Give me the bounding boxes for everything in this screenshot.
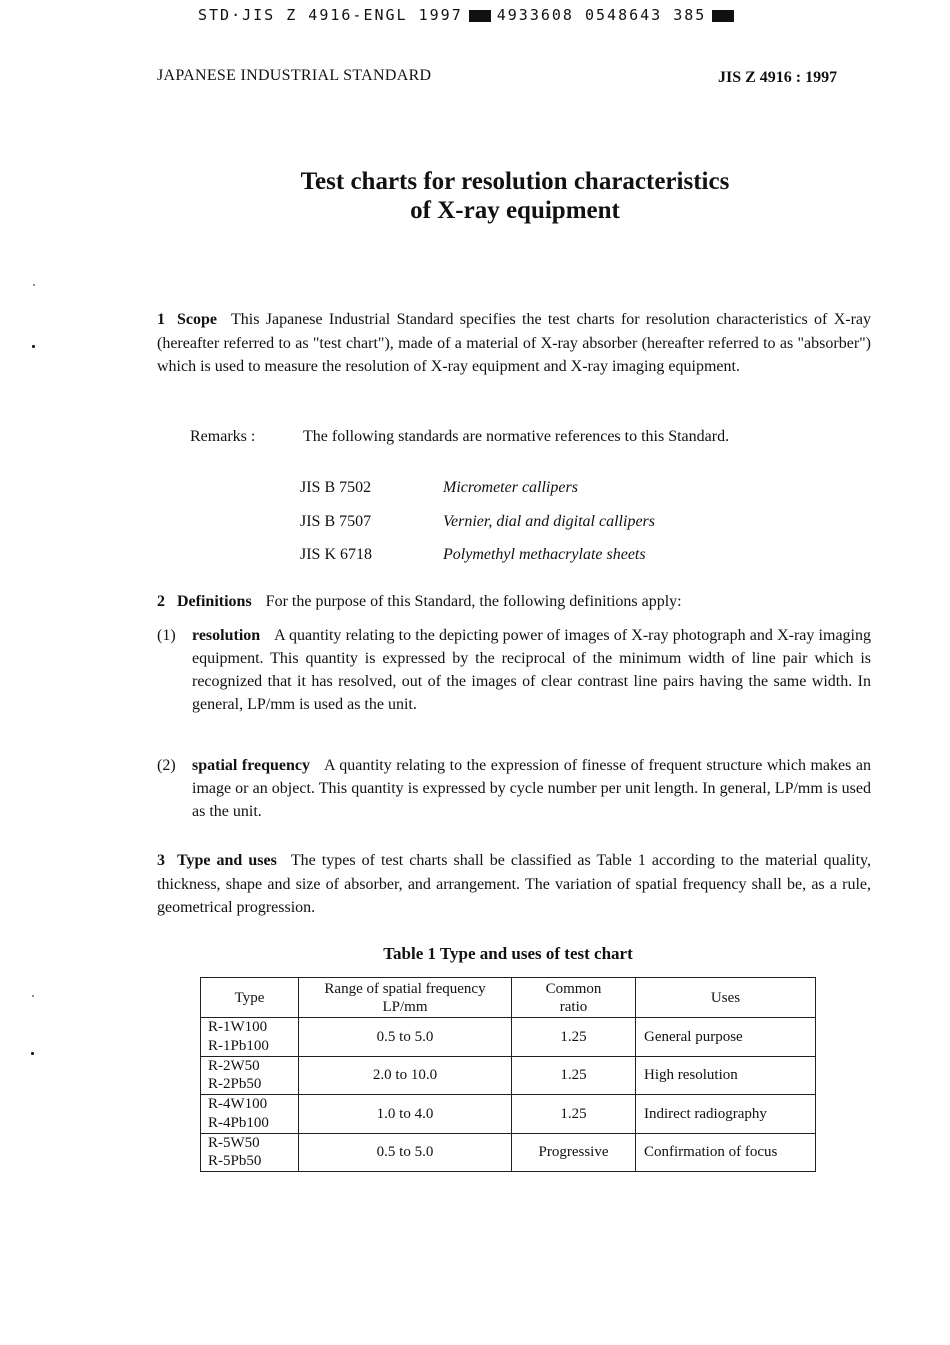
scan-speck — [32, 345, 35, 348]
scan-speck — [33, 284, 35, 286]
cell-range: 2.0 to 10.0 — [299, 1056, 512, 1095]
reference-title: Polymethyl methacrylate sheets — [443, 546, 646, 563]
section-text: For the purpose of this Standard, the following definitions apply: — [265, 593, 682, 610]
cell-range: 1.0 to 4.0 — [299, 1095, 512, 1134]
type-code: R-2Pb50 — [208, 1076, 262, 1093]
cell-type — [201, 1133, 299, 1172]
header-ratio — [512, 978, 636, 1018]
definition-term: resolution — [192, 627, 261, 644]
type-code: R-4W100 — [208, 1096, 268, 1113]
cell-uses: Confirmation of focus — [636, 1133, 816, 1172]
remarks-label: Remarks : — [190, 428, 256, 445]
type-code: R-5W50 — [208, 1134, 260, 1151]
document-title — [200, 167, 830, 225]
reference-item — [300, 543, 655, 577]
type-code: R-1W100 — [208, 1019, 268, 1036]
type-code: R-1Pb100 — [208, 1037, 269, 1054]
definition-term: spatial frequency — [192, 757, 311, 774]
definition-number: (1) — [157, 627, 176, 644]
cell-ratio: 1.25 — [512, 1056, 636, 1095]
reference-item — [300, 476, 655, 510]
definition-item — [157, 624, 871, 716]
reference-list — [300, 476, 655, 577]
scan-speck — [32, 995, 34, 997]
test-chart-table — [200, 977, 816, 1172]
section-heading: Type and uses — [177, 852, 277, 869]
section-number: 3 — [157, 852, 165, 869]
header-standard-number: JIS Z 4916 : 1997 — [718, 69, 838, 86]
remarks — [190, 428, 729, 446]
header-ratio-line2: ratio — [559, 998, 588, 1015]
cell-range: 0.5 to 5.0 — [299, 1018, 512, 1057]
title-line-2: of X-ray equipment — [410, 197, 620, 224]
cell-range: 0.5 to 5.0 — [299, 1133, 512, 1172]
cell-uses: General purpose — [636, 1018, 816, 1057]
stamp-block-mark — [469, 10, 491, 22]
definition-number: (2) — [157, 757, 176, 774]
type-code: R-4Pb100 — [208, 1114, 269, 1131]
section-number: 2 — [157, 593, 165, 610]
cell-uses: Indirect radiography — [636, 1095, 816, 1134]
section-heading: Definitions — [177, 593, 252, 610]
remarks-text: The following standards are normative references to this Standard. — [303, 428, 730, 445]
cell-ratio: 1.25 — [512, 1095, 636, 1134]
cell-ratio: 1.25 — [512, 1018, 636, 1057]
header-type: Type — [201, 978, 299, 1018]
cell-type — [201, 1056, 299, 1095]
type-code: R-2W50 — [208, 1057, 260, 1074]
section-text: The types of test charts shall be classified as Table 1 according to the material quality, thickness, shape and size of absorber, and arrangement. The variation of spatial frequency shall be, as a rule, geometrical progression. — [157, 852, 871, 916]
section-scope — [157, 308, 871, 379]
reference-item — [300, 510, 655, 544]
reference-code: JIS B 7507 — [300, 512, 372, 530]
cell-type — [201, 1095, 299, 1134]
stamp-block-mark — [712, 10, 734, 22]
table-row — [201, 1133, 816, 1172]
reference-title: Vernier, dial and digital callipers — [443, 512, 655, 530]
section-type-and-uses — [157, 849, 871, 920]
definition-text: A quantity relating to the depicting power of images of X-ray photograph and X-ray imaging equipment. This quantity is expressed by the reciprocal of the minimum width of line pair which is recognized that it has resolved, out of the images of clear contrast line pairs having the same width. In general, LP/mm is used as the unit. — [192, 627, 871, 713]
definition-text: A quantity relating to the expression of finesse of frequent structure which makes an image or an object. This quantity is expressed by cycle number per unit length. In general, LP/mm is used as the unit. — [192, 757, 872, 820]
scan-speck — [31, 1052, 34, 1055]
header-standard-label: JAPANESE INDUSTRIAL STANDARD — [157, 67, 432, 84]
table-caption: Table 1 Type and uses of test chart — [383, 944, 633, 963]
section-number: 1 — [157, 311, 165, 328]
header-range-line2: LP/mm — [382, 998, 428, 1015]
table-row — [201, 1056, 816, 1095]
header-uses: Uses — [636, 978, 816, 1018]
stamp-left: STD·JIS Z 4916-ENGL 1997 — [198, 6, 463, 24]
reference-title: Micrometer callipers — [443, 479, 578, 496]
header-range-line1: Range of spatial frequency — [324, 980, 486, 997]
section-text: This Japanese Industrial Standard specifies the test charts for resolution characteristics of X-ray (hereafter referred to as "test chart"), made of a material of X-ray absorber (hereafter referred to as "absorber") which is used to measure the resolution of X-ray equipment and X-ray imaging equipment. — [157, 311, 871, 375]
header-ratio-line1: Common — [545, 980, 602, 997]
cell-uses: High resolution — [636, 1056, 816, 1095]
definition-item — [157, 754, 871, 823]
type-code: R-5Pb50 — [208, 1153, 262, 1170]
section-definitions — [157, 590, 871, 614]
title-line-1: Test charts for resolution characteristics — [300, 168, 730, 195]
table-row — [201, 1018, 816, 1057]
scan-stamp — [198, 6, 740, 24]
table-header-row — [201, 978, 816, 1018]
reference-code: JIS B 7502 — [300, 479, 372, 496]
reference-code: JIS K 6718 — [300, 546, 373, 563]
stamp-right: 4933608 0548643 385 — [496, 6, 707, 24]
header-range — [299, 978, 512, 1018]
section-heading: Scope — [177, 311, 217, 328]
cell-type — [201, 1018, 299, 1057]
table-row — [201, 1095, 816, 1134]
cell-ratio: Progressive — [512, 1133, 636, 1172]
